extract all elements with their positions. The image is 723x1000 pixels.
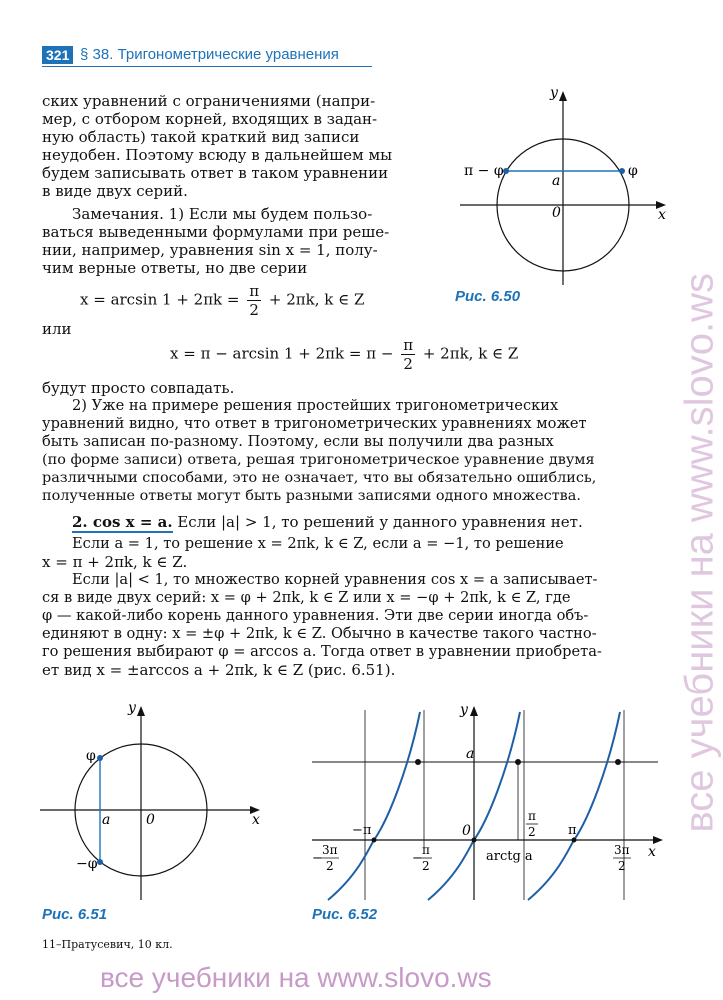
- section-2-heading: [72, 513, 583, 531]
- text-line: мер, с отбором корней, входящих в задан-: [42, 110, 378, 128]
- formula-right: + 2πk, k ∈ Z: [422, 344, 519, 363]
- fraction-numerator: π: [403, 336, 414, 354]
- or-text: или: [42, 320, 72, 338]
- text-line: го решения выбирают φ = arccos a. Тогда ответ в уравнении приобрета-: [42, 643, 602, 660]
- tangent-branch: [328, 712, 420, 900]
- a-label: a: [466, 746, 475, 762]
- text-line: будут просто совпадать.: [42, 379, 235, 397]
- figure-caption: Рис. 6.51: [42, 906, 108, 923]
- fraction: [401, 336, 415, 373]
- text-line: Если a = 1, то решение x = 2πk, k ∈ Z, если a = −1, то решение: [72, 535, 564, 552]
- intersection-point: [515, 759, 521, 765]
- figure-caption: Рис. 6.50: [455, 288, 521, 305]
- minus-phi-label: −φ: [76, 856, 98, 872]
- text-line: (по форме записи) ответа, решая тригонометрическое уравнение двумя: [42, 452, 595, 468]
- phi-label: φ: [86, 748, 96, 764]
- remarks-line: чим верные ответы, но две серии: [42, 259, 308, 277]
- intersection-point: [415, 759, 421, 765]
- y-axis-arrow: [559, 91, 567, 101]
- text-line: различными способами, это не означает, что вы обязательно ошиблись,: [42, 470, 597, 486]
- phi-label: φ: [628, 163, 638, 179]
- text-line: ся в виде двух серий: x = φ + 2πk, k ∈ Z или x = −φ + 2πk, k ∈ Z, где: [42, 589, 571, 606]
- a-label: a: [102, 812, 111, 828]
- fraction-denominator: 2: [249, 301, 259, 319]
- y-axis-arrow: [137, 706, 145, 716]
- fraction: [247, 282, 261, 319]
- neg-pi2-den: 2: [422, 859, 430, 873]
- text-line: неудобен. Поэтому всюду в дальнейшем мы: [42, 146, 393, 164]
- origin-point: [472, 838, 477, 843]
- origin-label: 0: [552, 205, 561, 221]
- text-line: Если |a| < 1, то множество корней уравнения cos x = a записывает-: [72, 571, 598, 588]
- watermark-bottom: все учебники на www.slovo.ws: [100, 962, 492, 993]
- neg-pi-label: −π: [352, 823, 372, 838]
- section-2-title: 2. cos x = a.: [72, 513, 173, 531]
- watermark-side: [650, 130, 722, 833]
- neg-pi2-num: π: [422, 843, 430, 857]
- text-line: быть записан по-разному. Поэтому, если вы получили два разных: [42, 433, 554, 450]
- a-label: a: [552, 173, 561, 189]
- x-label: x: [648, 844, 656, 860]
- point-phi: [97, 755, 103, 761]
- figure-6-51: [40, 700, 270, 905]
- text-line: единяют в одну: x = ±φ + 2πk, k ∈ Z. Обычно в качестве такого частно-: [42, 625, 597, 642]
- page-header: [42, 44, 682, 68]
- intersection-point: [615, 759, 621, 765]
- arctg-label: arctg a: [486, 849, 533, 864]
- text-line: ских уравнений с ограничениями (напри-: [42, 92, 376, 110]
- formula-1: [80, 282, 364, 319]
- formula-2: [170, 336, 518, 373]
- watermark-side-text: все учебники на www.slovo.ws: [677, 273, 722, 833]
- x-label: x: [252, 812, 260, 828]
- neg-pi2-sign: −: [412, 851, 423, 866]
- text-line: φ — какой-либо корень данного уравнения. Эти две серии иногда объ-: [42, 607, 589, 624]
- neg-3pi2-den: 2: [326, 859, 334, 873]
- origin-label: 0: [462, 823, 471, 839]
- text-line: полученные ответы могут быть разными записями одного множества.: [42, 488, 581, 504]
- pos-3pi2-den: 2: [618, 859, 626, 873]
- pi2-num: π: [528, 809, 536, 823]
- point-minus-phi: [97, 859, 103, 865]
- remarks-line: нии, например, уравнения sin x = 1, полу-: [42, 241, 378, 259]
- fraction-numerator: π: [249, 282, 260, 300]
- fraction-denominator: 2: [403, 355, 413, 373]
- x-label: x: [658, 207, 666, 223]
- y-label: y: [128, 700, 136, 716]
- pi-point: [572, 838, 577, 843]
- pi-label: π: [568, 823, 577, 838]
- figure-caption: Рис. 6.52: [312, 906, 378, 923]
- neg-3pi2-num: 3π: [322, 843, 338, 857]
- tangent-branch: [528, 712, 620, 900]
- figure-6-52: [308, 700, 668, 905]
- text-line: в виде двух серий.: [42, 182, 188, 200]
- origin-label: 0: [146, 812, 155, 828]
- text-line: ет вид x = ±arccos a + 2πk, k ∈ Z (рис. 6.51).: [42, 661, 396, 679]
- text-line: x = π + 2πk, k ∈ Z.: [42, 553, 188, 571]
- formula-left: x = arcsin 1 + 2πk =: [80, 290, 240, 309]
- y-label: y: [550, 85, 558, 101]
- point-phi: [619, 168, 625, 174]
- neg-3pi2-sign: −: [312, 851, 323, 866]
- remarks-line: Замечания. 1) Если мы будем пользо-: [72, 205, 373, 223]
- formula-left: x = π − arcsin 1 + 2πk = π −: [170, 344, 394, 363]
- x-axis-arrow: [653, 836, 663, 844]
- neg-pi-point: [372, 838, 377, 843]
- pi2-den: 2: [528, 825, 536, 839]
- point-pi-minus-phi: [503, 168, 509, 174]
- text-line: уравнений видно, что ответ в тригонометрических уравнениях может: [42, 415, 587, 432]
- remarks-line: ваться выведенными формулами при реше-: [42, 223, 390, 241]
- section-title: § 38. Тригонометрические уравнения: [80, 46, 339, 63]
- section-2-title-rest: Если |a| > 1, то решений у данного уравнения нет.: [172, 513, 583, 531]
- y-axis-arrow: [470, 706, 478, 716]
- text-line: будем записывать ответ в таком уравнении: [42, 164, 389, 182]
- text-line: ную область) такой краткий вид записи: [42, 128, 360, 146]
- page-number: 321: [42, 46, 73, 64]
- header-rule: [42, 66, 372, 67]
- text-line: 2) Уже на примере решения простейших тригонометрических: [72, 397, 559, 414]
- formula-right: + 2πk, k ∈ Z: [268, 290, 365, 309]
- figure-6-50: [450, 85, 680, 295]
- pi-minus-phi-label: π − φ: [464, 163, 504, 179]
- y-label: y: [460, 702, 468, 718]
- pos-3pi2-num: 3π: [614, 843, 630, 857]
- page-footer: 11–Пратусевич, 10 кл.: [42, 938, 173, 951]
